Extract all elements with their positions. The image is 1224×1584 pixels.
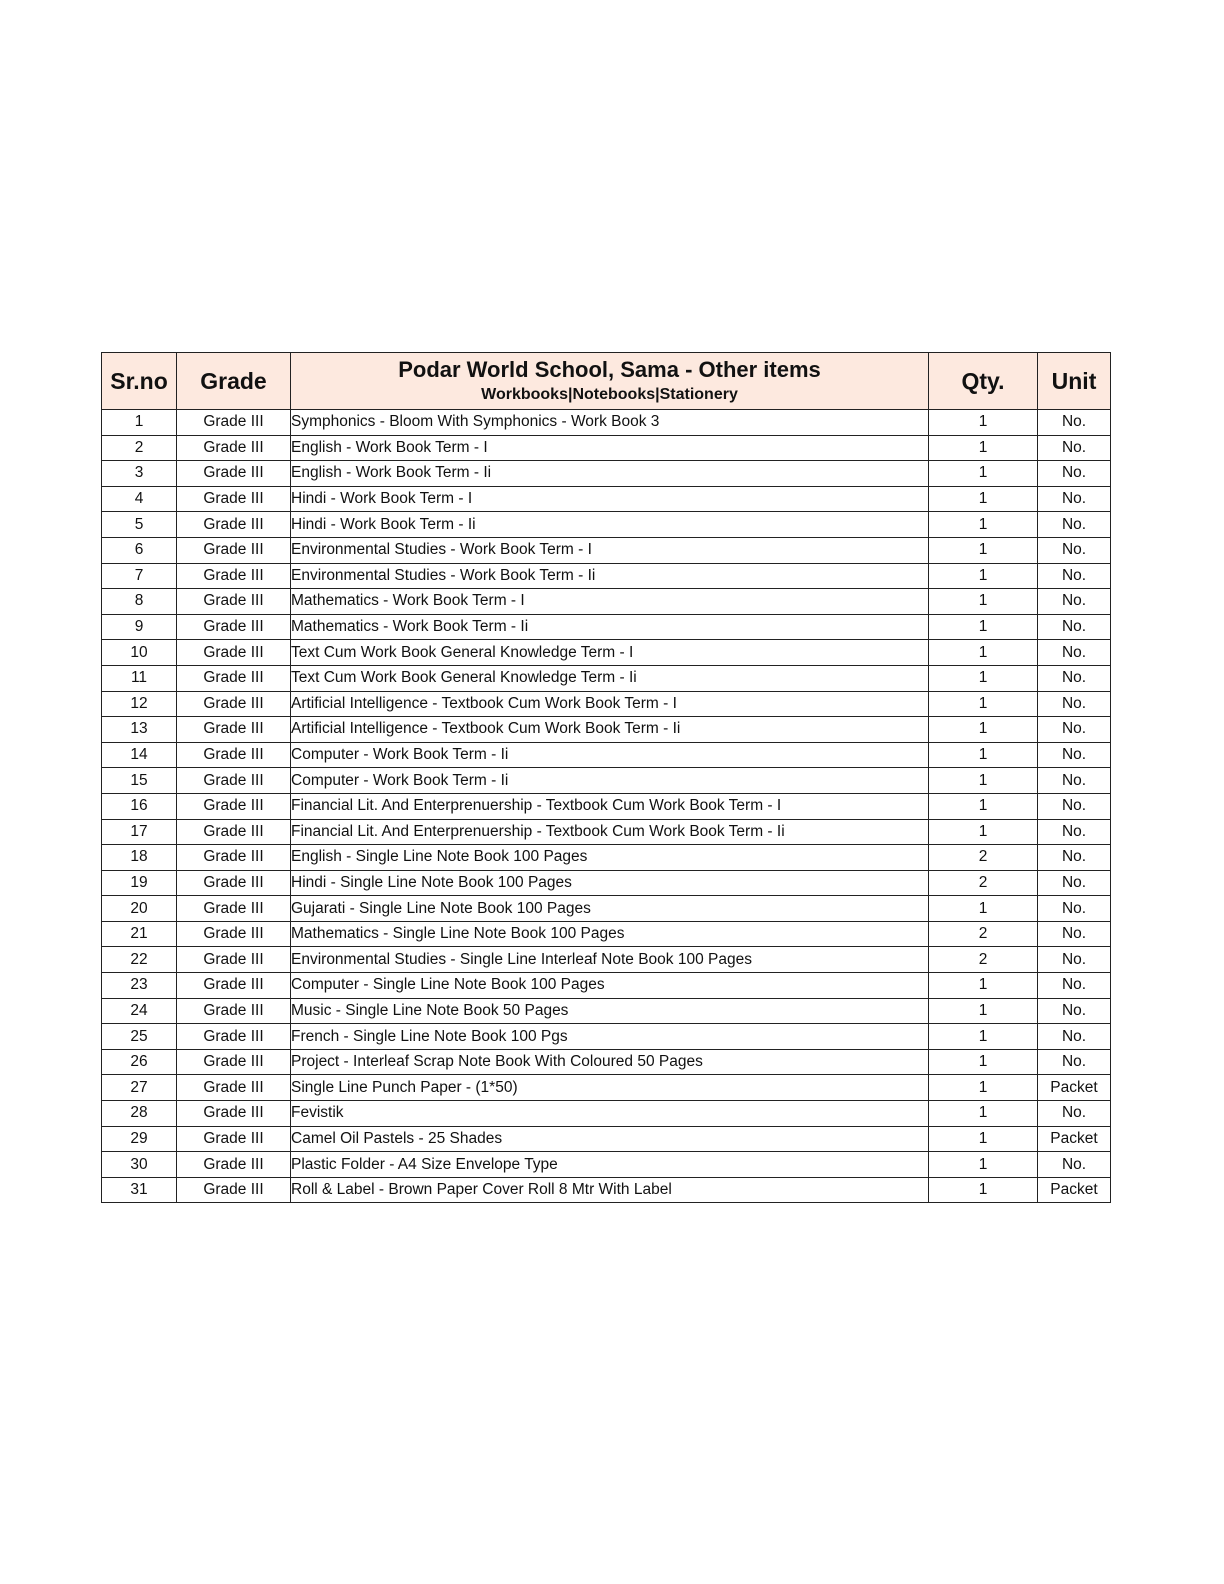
cell-qty: 2 <box>929 921 1038 947</box>
cell-unit: No. <box>1038 768 1111 794</box>
cell-qty: 1 <box>929 819 1038 845</box>
cell-item: Artificial Intelligence - Textbook Cum Work Book Term - Ii <box>291 717 929 743</box>
cell-unit: Packet <box>1038 1126 1111 1152</box>
cell-qty: 2 <box>929 947 1038 973</box>
cell-unit: No. <box>1038 691 1111 717</box>
table-row <box>102 1177 1111 1203</box>
cell-qty: 1 <box>929 512 1038 538</box>
cell-grade: Grade III <box>177 896 291 922</box>
cell-grade: Grade III <box>177 768 291 794</box>
cell-sr-no: 8 <box>102 589 177 615</box>
cell-sr-no: 10 <box>102 640 177 666</box>
cell-item: Text Cum Work Book General Knowledge Term - I <box>291 640 929 666</box>
cell-unit: Packet <box>1038 1177 1111 1203</box>
cell-grade: Grade III <box>177 973 291 999</box>
items-table <box>101 352 1111 1203</box>
cell-qty: 1 <box>929 1152 1038 1178</box>
cell-grade: Grade III <box>177 640 291 666</box>
cell-grade: Grade III <box>177 1049 291 1075</box>
table-row <box>102 947 1111 973</box>
cell-grade: Grade III <box>177 998 291 1024</box>
header-sr-no: Sr.no <box>102 353 177 410</box>
cell-grade: Grade III <box>177 1177 291 1203</box>
table-row <box>102 1049 1111 1075</box>
cell-item: Roll & Label - Brown Paper Cover Roll 8 Mtr With Label <box>291 1177 929 1203</box>
cell-unit: Packet <box>1038 1075 1111 1101</box>
cell-qty: 1 <box>929 896 1038 922</box>
cell-unit: No. <box>1038 947 1111 973</box>
table-row <box>102 845 1111 871</box>
cell-qty: 1 <box>929 486 1038 512</box>
cell-unit: No. <box>1038 973 1111 999</box>
cell-item: Computer - Single Line Note Book 100 Pages <box>291 973 929 999</box>
table-row <box>102 461 1111 487</box>
document-subtitle: Workbooks|Notebooks|Stationery <box>481 386 738 403</box>
cell-sr-no: 29 <box>102 1126 177 1152</box>
cell-unit: No. <box>1038 870 1111 896</box>
cell-grade: Grade III <box>177 486 291 512</box>
cell-item: Fevistik <box>291 1101 929 1127</box>
cell-unit: No. <box>1038 640 1111 666</box>
table-row <box>102 998 1111 1024</box>
cell-item: Plastic Folder - A4 Size Envelope Type <box>291 1152 929 1178</box>
table-row <box>102 1075 1111 1101</box>
table-row <box>102 537 1111 563</box>
cell-item: Computer - Work Book Term - Ii <box>291 742 929 768</box>
cell-sr-no: 19 <box>102 870 177 896</box>
cell-item: Music - Single Line Note Book 50 Pages <box>291 998 929 1024</box>
cell-unit: No. <box>1038 921 1111 947</box>
header-row <box>102 353 1111 410</box>
cell-sr-no: 1 <box>102 410 177 436</box>
cell-sr-no: 6 <box>102 537 177 563</box>
cell-qty: 1 <box>929 742 1038 768</box>
cell-unit: No. <box>1038 614 1111 640</box>
cell-grade: Grade III <box>177 589 291 615</box>
cell-sr-no: 22 <box>102 947 177 973</box>
cell-item: Symphonics - Bloom With Symphonics - Work Book 3 <box>291 410 929 436</box>
cell-qty: 1 <box>929 793 1038 819</box>
cell-item: Hindi - Work Book Term - I <box>291 486 929 512</box>
table-row <box>102 717 1111 743</box>
table-row <box>102 742 1111 768</box>
cell-qty: 1 <box>929 1024 1038 1050</box>
cell-unit: No. <box>1038 896 1111 922</box>
cell-unit: No. <box>1038 793 1111 819</box>
cell-grade: Grade III <box>177 845 291 871</box>
cell-unit: No. <box>1038 537 1111 563</box>
table-row <box>102 435 1111 461</box>
cell-qty: 1 <box>929 1101 1038 1127</box>
cell-qty: 1 <box>929 589 1038 615</box>
table-row <box>102 1152 1111 1178</box>
cell-item: Artificial Intelligence - Textbook Cum Work Book Term - I <box>291 691 929 717</box>
item-list-sheet <box>101 352 1110 1203</box>
table-row <box>102 410 1111 436</box>
cell-item: Financial Lit. And Enterprenuership - Textbook Cum Work Book Term - Ii <box>291 819 929 845</box>
cell-item: Environmental Studies - Work Book Term - Ii <box>291 563 929 589</box>
cell-item: English - Work Book Term - Ii <box>291 461 929 487</box>
cell-grade: Grade III <box>177 563 291 589</box>
cell-sr-no: 21 <box>102 921 177 947</box>
cell-item: Financial Lit. And Enterprenuership - Textbook Cum Work Book Term - I <box>291 793 929 819</box>
table-row <box>102 896 1111 922</box>
cell-grade: Grade III <box>177 819 291 845</box>
cell-unit: No. <box>1038 410 1111 436</box>
table-row <box>102 1101 1111 1127</box>
cell-qty: 1 <box>929 1126 1038 1152</box>
cell-sr-no: 18 <box>102 845 177 871</box>
cell-grade: Grade III <box>177 1126 291 1152</box>
cell-qty: 1 <box>929 1075 1038 1101</box>
cell-item: Environmental Studies - Single Line Interleaf Note Book 100 Pages <box>291 947 929 973</box>
cell-sr-no: 14 <box>102 742 177 768</box>
cell-item: Single Line Punch Paper - (1*50) <box>291 1075 929 1101</box>
cell-qty: 1 <box>929 768 1038 794</box>
cell-sr-no: 27 <box>102 1075 177 1101</box>
cell-unit: No. <box>1038 665 1111 691</box>
table-row <box>102 1024 1111 1050</box>
cell-qty: 1 <box>929 640 1038 666</box>
cell-unit: No. <box>1038 845 1111 871</box>
cell-sr-no: 7 <box>102 563 177 589</box>
cell-item: Gujarati - Single Line Note Book 100 Pages <box>291 896 929 922</box>
cell-sr-no: 31 <box>102 1177 177 1203</box>
cell-grade: Grade III <box>177 410 291 436</box>
cell-grade: Grade III <box>177 742 291 768</box>
table-row <box>102 665 1111 691</box>
cell-sr-no: 23 <box>102 973 177 999</box>
cell-unit: No. <box>1038 1152 1111 1178</box>
cell-sr-no: 16 <box>102 793 177 819</box>
cell-unit: No. <box>1038 1049 1111 1075</box>
cell-qty: 1 <box>929 410 1038 436</box>
cell-unit: No. <box>1038 742 1111 768</box>
cell-grade: Grade III <box>177 435 291 461</box>
cell-item: Hindi - Work Book Term - Ii <box>291 512 929 538</box>
cell-unit: No. <box>1038 819 1111 845</box>
cell-qty: 1 <box>929 717 1038 743</box>
table-row <box>102 793 1111 819</box>
cell-sr-no: 26 <box>102 1049 177 1075</box>
cell-grade: Grade III <box>177 461 291 487</box>
cell-unit: No. <box>1038 589 1111 615</box>
cell-sr-no: 28 <box>102 1101 177 1127</box>
cell-item: Camel Oil Pastels - 25 Shades <box>291 1126 929 1152</box>
table-row <box>102 819 1111 845</box>
cell-item: Mathematics - Work Book Term - Ii <box>291 614 929 640</box>
cell-unit: No. <box>1038 512 1111 538</box>
cell-grade: Grade III <box>177 717 291 743</box>
cell-item: English - Single Line Note Book 100 Pages <box>291 845 929 871</box>
cell-qty: 1 <box>929 1177 1038 1203</box>
cell-item: Mathematics - Work Book Term - I <box>291 589 929 615</box>
cell-item: Mathematics - Single Line Note Book 100 Pages <box>291 921 929 947</box>
cell-grade: Grade III <box>177 537 291 563</box>
cell-sr-no: 2 <box>102 435 177 461</box>
cell-unit: No. <box>1038 1024 1111 1050</box>
cell-sr-no: 4 <box>102 486 177 512</box>
cell-qty: 1 <box>929 461 1038 487</box>
cell-grade: Grade III <box>177 793 291 819</box>
cell-grade: Grade III <box>177 1152 291 1178</box>
cell-item: Project - Interleaf Scrap Note Book With Coloured 50 Pages <box>291 1049 929 1075</box>
cell-qty: 1 <box>929 973 1038 999</box>
cell-grade: Grade III <box>177 614 291 640</box>
cell-unit: No. <box>1038 998 1111 1024</box>
table-row <box>102 691 1111 717</box>
cell-grade: Grade III <box>177 512 291 538</box>
cell-qty: 1 <box>929 691 1038 717</box>
cell-sr-no: 3 <box>102 461 177 487</box>
cell-item: Text Cum Work Book General Knowledge Term - Ii <box>291 665 929 691</box>
table-row <box>102 921 1111 947</box>
cell-unit: No. <box>1038 1101 1111 1127</box>
cell-item: Hindi - Single Line Note Book 100 Pages <box>291 870 929 896</box>
cell-sr-no: 15 <box>102 768 177 794</box>
cell-qty: 1 <box>929 435 1038 461</box>
cell-sr-no: 11 <box>102 665 177 691</box>
cell-sr-no: 20 <box>102 896 177 922</box>
cell-item: Computer - Work Book Term - Ii <box>291 768 929 794</box>
cell-unit: No. <box>1038 461 1111 487</box>
cell-qty: 1 <box>929 537 1038 563</box>
table-row <box>102 589 1111 615</box>
header-qty: Qty. <box>929 353 1038 410</box>
table-row <box>102 486 1111 512</box>
table-body <box>102 410 1111 1203</box>
table-row <box>102 640 1111 666</box>
table-header <box>102 353 1111 410</box>
cell-grade: Grade III <box>177 870 291 896</box>
cell-sr-no: 25 <box>102 1024 177 1050</box>
cell-unit: No. <box>1038 717 1111 743</box>
cell-sr-no: 17 <box>102 819 177 845</box>
cell-sr-no: 9 <box>102 614 177 640</box>
cell-grade: Grade III <box>177 1101 291 1127</box>
cell-item: French - Single Line Note Book 100 Pgs <box>291 1024 929 1050</box>
cell-qty: 2 <box>929 845 1038 871</box>
cell-grade: Grade III <box>177 691 291 717</box>
cell-unit: No. <box>1038 435 1111 461</box>
cell-unit: No. <box>1038 486 1111 512</box>
cell-grade: Grade III <box>177 1024 291 1050</box>
cell-sr-no: 24 <box>102 998 177 1024</box>
cell-grade: Grade III <box>177 921 291 947</box>
cell-item: Environmental Studies - Work Book Term - I <box>291 537 929 563</box>
cell-sr-no: 13 <box>102 717 177 743</box>
cell-grade: Grade III <box>177 665 291 691</box>
table-row <box>102 614 1111 640</box>
cell-qty: 1 <box>929 563 1038 589</box>
document-title: Podar World School, Sama - Other items <box>398 357 821 382</box>
cell-grade: Grade III <box>177 1075 291 1101</box>
table-row <box>102 1126 1111 1152</box>
table-row <box>102 512 1111 538</box>
table-row <box>102 768 1111 794</box>
cell-sr-no: 30 <box>102 1152 177 1178</box>
cell-sr-no: 12 <box>102 691 177 717</box>
header-unit: Unit <box>1038 353 1111 410</box>
cell-sr-no: 5 <box>102 512 177 538</box>
cell-qty: 1 <box>929 614 1038 640</box>
cell-qty: 1 <box>929 665 1038 691</box>
cell-qty: 2 <box>929 870 1038 896</box>
cell-unit: No. <box>1038 563 1111 589</box>
header-title-cell <box>291 353 929 410</box>
table-row <box>102 870 1111 896</box>
table-row <box>102 563 1111 589</box>
cell-qty: 1 <box>929 1049 1038 1075</box>
cell-grade: Grade III <box>177 947 291 973</box>
cell-qty: 1 <box>929 998 1038 1024</box>
header-grade: Grade <box>177 353 291 410</box>
table-row <box>102 973 1111 999</box>
cell-item: English - Work Book Term - I <box>291 435 929 461</box>
